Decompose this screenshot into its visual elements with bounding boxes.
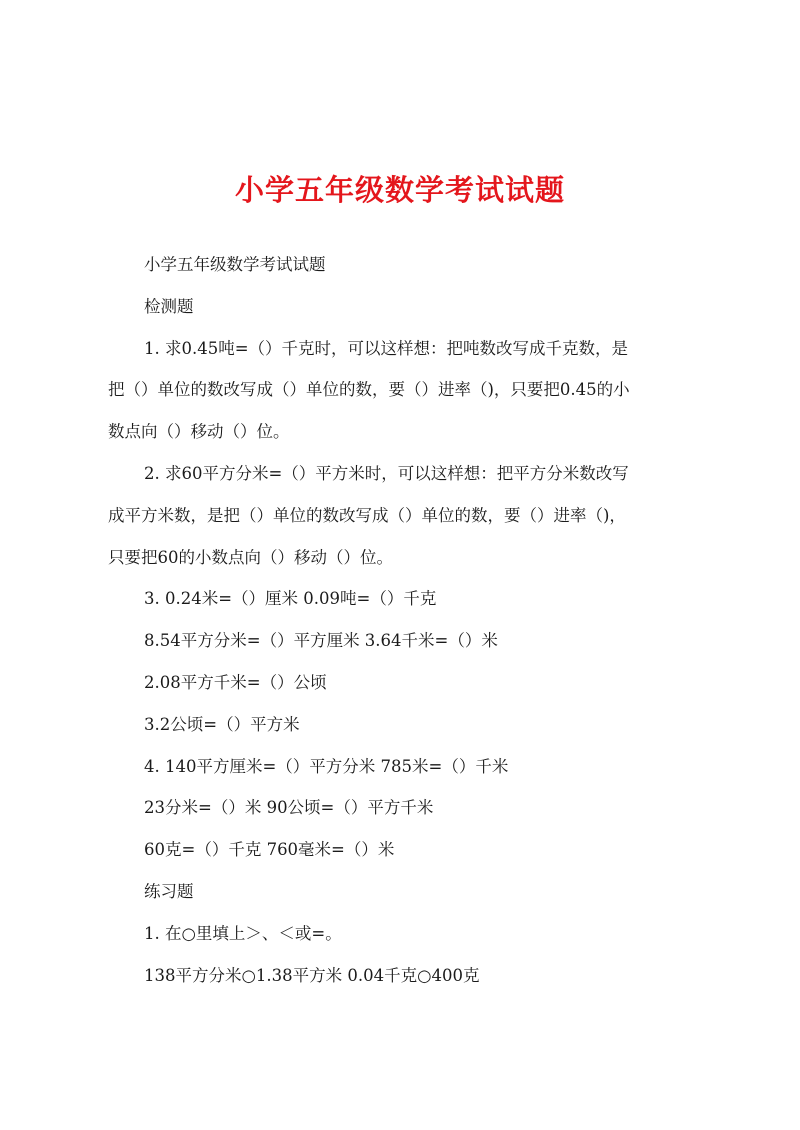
question-1-line-1: 1. 求0.45吨=（）千克时，可以这样想：把吨数改写成千克数，是 xyxy=(144,338,629,358)
subtitle-line: 小学五年级数学考试试题 xyxy=(144,255,326,274)
document-body xyxy=(108,244,702,996)
section-heading-test: 检测题 xyxy=(144,296,194,316)
question-1-line-3: 数点向（）移动（）位。 xyxy=(108,422,290,442)
practice-1-items: 138平方分米○1.38平方米 0.04千克○400克 xyxy=(144,965,480,985)
question-3-line-2: 8.54平方分米=（）平方厘米 3.64千米=（）米 xyxy=(144,631,498,651)
question-4-line-3: 60克=（）千克 760毫米=（）米 xyxy=(144,840,395,860)
question-2-line-3: 只要把60的小数点向（）移动（）位。 xyxy=(108,547,393,567)
question-4-line-1: 4. 140平方厘米=（）平方分米 785米=（）千米 xyxy=(144,756,509,776)
practice-1-instruction: 1. 在○里填上＞、＜或=。 xyxy=(144,923,342,943)
question-3-line-1: 3. 0.24米=（）厘米 0.09吨=（）千克 xyxy=(144,589,437,609)
question-3-line-3: 2.08平方千米=（）公顷 xyxy=(144,672,327,692)
question-3-line-4: 3.2公顷=（）平方米 xyxy=(144,714,300,734)
question-2-line-2: 成平方米数，是把（）单位的数改写成（）单位的数，要（）进率（)， xyxy=(108,505,626,525)
document-title: 小学五年级数学考试试题 xyxy=(234,173,565,207)
question-4-line-2: 23分米=（）米 90公顷=（）平方千米 xyxy=(144,798,434,818)
question-1-line-2: 把（）单位的数改写成（）单位的数，要（）进率（)，只要把0.45的小 xyxy=(108,380,630,400)
section-heading-practice: 练习题 xyxy=(144,881,194,901)
question-2-line-1: 2. 求60平方分米=（）平方米时，可以这样想：把平方分米数改写 xyxy=(144,463,629,483)
